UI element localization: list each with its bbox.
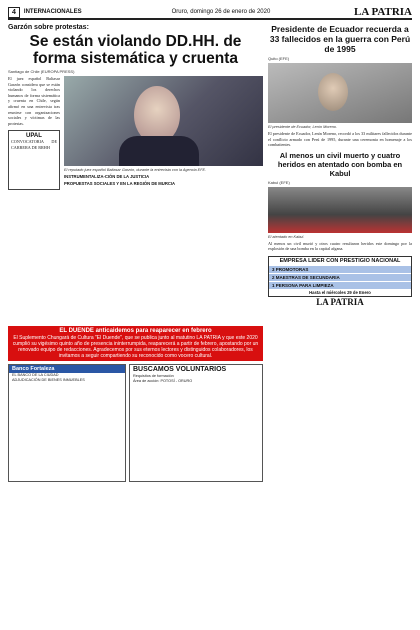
section-name: INTERNACIONALES	[23, 9, 82, 15]
main-byline: Santiago de Chile (EUROPA PRESS)	[8, 69, 75, 74]
kabul-byline: Kabul (EFE)	[268, 179, 290, 185]
photo-suit	[119, 136, 199, 166]
empresa-footer: Hasta el miércoles 29 de Enero	[309, 289, 371, 295]
moreno-face	[318, 73, 348, 111]
ecuador-lead: El presidente de Ecuador, Lenín Moreno, recordó a los 33 militares fallecidos durante el conflicto armado con Perú de 1995, durante una ceremonia en homenaje a los combatientes.	[268, 131, 412, 148]
ecuador-byline: Quito (EFE)	[268, 56, 290, 61]
duende-notice	[8, 326, 263, 361]
empresa-row: 2 MAESTRAS DE SECUNDARIA	[269, 274, 411, 281]
empresa-row: 1 PERSONA PARA LIMPIEZA	[269, 282, 411, 289]
moreno-photo	[268, 63, 412, 123]
notice-body: El Suplemento Chungará de Cultura "El Duende", que se publica junto al matutino LA PATRIA y que este 2020 cumplió su vigésimo quinto año de presencia ininterrumpida, reaparecerá a partir de febrero, apostando por un renovado equipo de redacciones. Agradecemos por sus eternos lectores y distinguidos colaboradores, los invitamos a seguir compartiendo su reconocido como vocero cultural.	[12, 335, 259, 359]
page-number: 4	[8, 7, 20, 18]
empresa-ad	[268, 256, 412, 297]
page-header	[8, 6, 412, 20]
banco-ad	[8, 364, 126, 482]
story-column-1	[8, 76, 60, 324]
right-column	[268, 24, 412, 307]
voluntarios-ad	[129, 364, 263, 482]
voluntarios-line-1: Requisitos de formación	[133, 374, 174, 378]
ecuador-headline: Presidente de Ecuador recuerda a 33 fallecidos en la guerra con Perú de 1995	[269, 24, 411, 54]
empresa-row: 3 PROMOTORAS	[269, 266, 411, 273]
issue-date: Oruro, domingo 26 de enero de 2020	[171, 9, 271, 15]
kabul-photo	[268, 187, 412, 233]
story-kicker: Garzón sobre protestas:	[8, 24, 89, 31]
notice-title: EL DUENDE anticaidemos para reaparecer en febrero	[59, 328, 212, 334]
moreno-caption: El presidente de Ecuador, Lenín Moreno.	[268, 125, 338, 129]
subhead-2: PROPUESTAS SOCIALES Y EN LA REGIÓN DE MURCIA	[64, 181, 176, 187]
photo-caption: El reputado juez español Baltasar Garzón, durante la entrevista con la Agencia EFE.	[64, 168, 207, 172]
empresa-title: EMPRESA LIDER CON PRESTIGIO NACIONAL	[279, 257, 401, 264]
kabul-caption: El atentado en Kabul.	[268, 234, 305, 239]
footer-masthead: LA PATRIA	[316, 296, 364, 307]
kabul-headline: Al menos un civil muerto y cuatro heridos en atentado con bomba en Kabul	[277, 150, 403, 178]
ads-row	[8, 364, 263, 482]
story-lead: El juez español Baltasar Garzón considera que se están violando los derechos humanos de forma sistemática y cruenta en Chile, según afirmó en una entrevista tras reunirse con organizaciones sociales y víctimas de las protestas.	[8, 76, 60, 126]
garzon-photo	[64, 76, 263, 166]
banco-line-2: ADJUDICACIÓN DE BIENES INMUEBLES	[12, 377, 85, 382]
voluntarios-line-2: Área de acción: POTOSÍ - ORURO	[133, 378, 193, 383]
main-headline: Se están violando DD.HH. de forma sistemática y cruenta	[29, 33, 242, 67]
banco-title: Banco Fortaleza	[9, 365, 125, 373]
main-story-body	[8, 76, 263, 324]
upal-logo: UPAL	[26, 133, 42, 140]
banco-line-1: EL BANCO DE LA CIUDAD	[12, 373, 59, 377]
subhead-1: INSTRUMENTALIZA-CIÓN DE LA JUSTICIA	[64, 174, 150, 179]
kabul-lead: Al menos un civil murió y otros cuatro resultaron heridos este domingo por la explosión de una bomba en la capital afgana.	[268, 240, 412, 252]
masthead: LA PATRIA	[354, 6, 412, 18]
upal-ad	[8, 130, 60, 190]
story-column-2	[64, 76, 263, 324]
upal-line: CONVOCATORIA DE CARRERA DE RRHH	[11, 139, 57, 150]
voluntarios-title: BUSCAMOS VOLUNTARIOS	[133, 366, 227, 373]
left-column	[8, 24, 263, 482]
